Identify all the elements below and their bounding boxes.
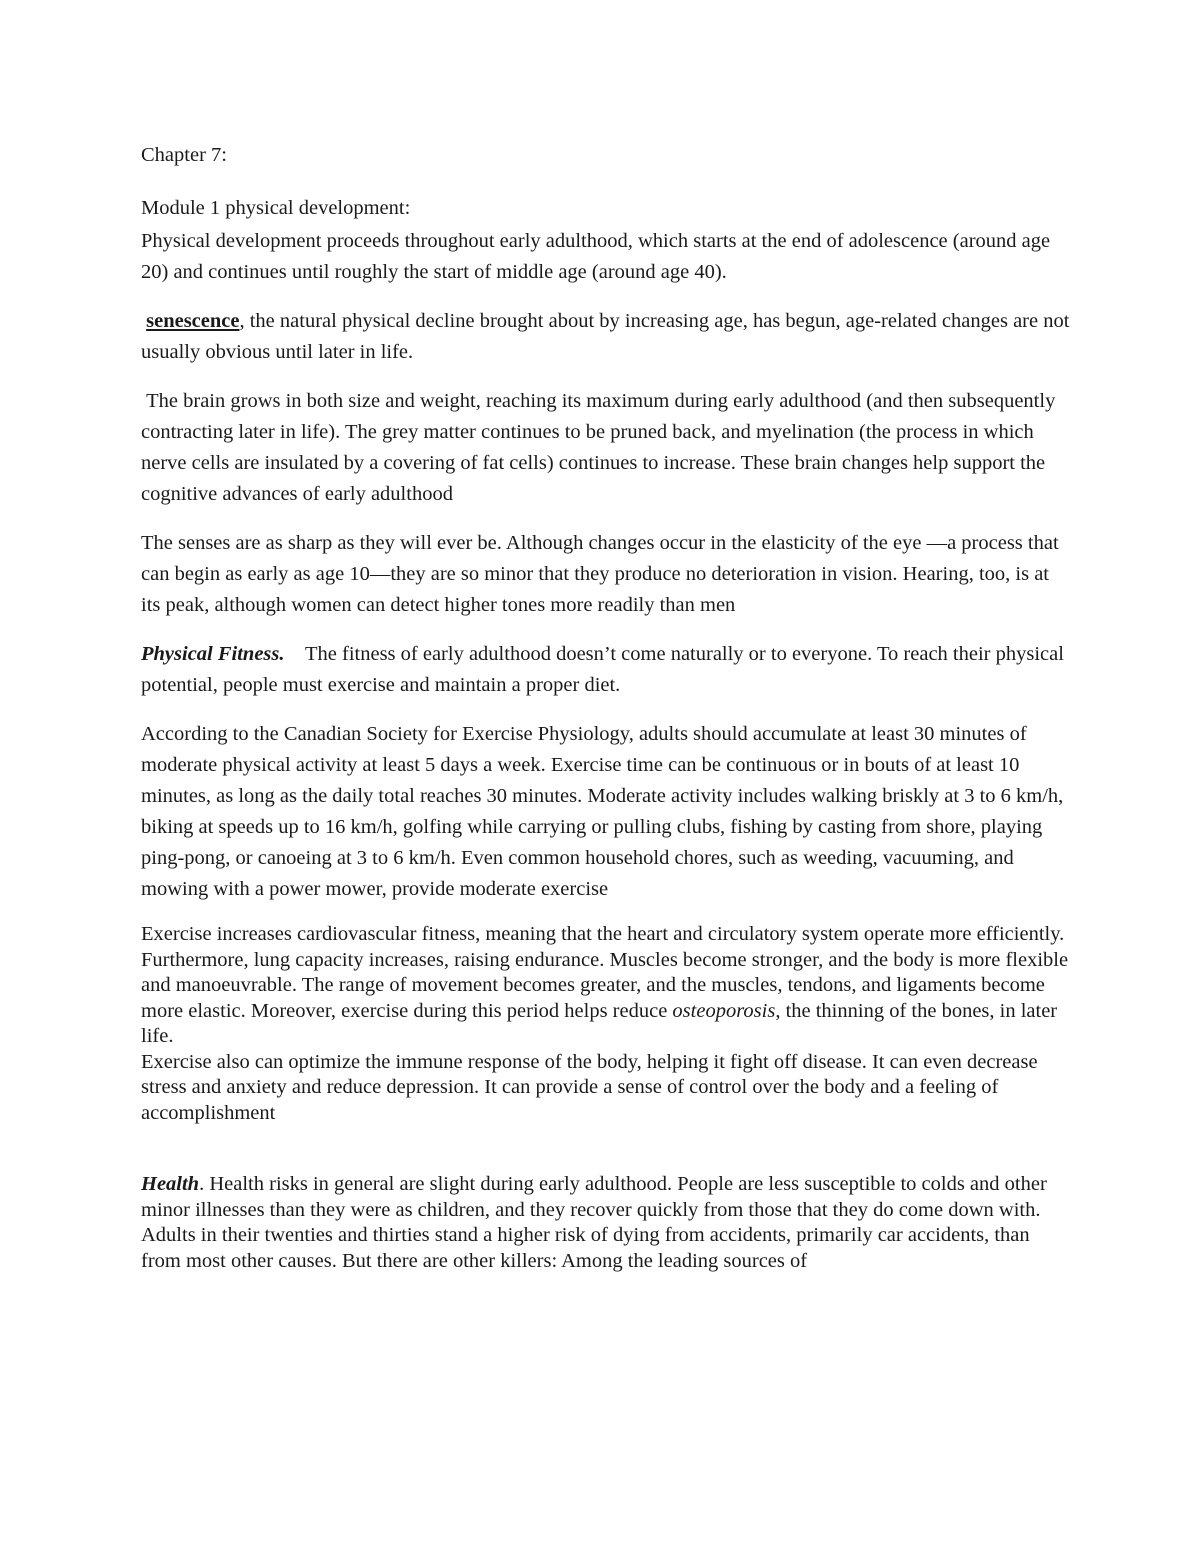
health-text: . Health risks in general are slight during early adulthood. People are less susceptible to colds and other minor illnesses than they were as children, and they recover quickly from those that they do come down with. xyxy=(141,1173,1047,1221)
exercise-paragraph xyxy=(141,922,1071,1050)
senescence-term: senescence xyxy=(146,310,240,332)
fitness-text: The fitness of early adulthood doesn’t come naturally or to everyone. To reach their physical potential, people must exercise and maintain a proper diet. xyxy=(141,643,1064,696)
exercise-text: Exercise increases cardiovascular fitness, meaning that the heart and circulatory system operate more efficiently. Furthermore, lung capacity increases, raising endurance. Muscles become stronger, and the body is more flexible and manoeuvrable. The range of movement becomes greater, and the muscles, tendons, and ligaments become more elastic. Moreover, exercise during this period helps reduce xyxy=(141,923,1069,1022)
senescence-text: , the natural physical decline brought about by increasing age, has begun, age-related changes are not usually obvious until later in life. xyxy=(141,310,1070,363)
guidelines-paragraph: According to the Canadian Society for Exercise Physiology, adults should accumulate at least 30 minutes of moderate physical activity at least 5 days a week. Exercise time can be continuous or in bouts of at least 10 minutes, as long as the daily total reaches 30 minutes. Moderate activity includes walking briskly at 3 to 6 km/h, biking at speeds up to 16 km/h, golfing while carrying or pulling clubs, fishing by casting from shore, playing ping-pong, or canoeing at 3 to 6 km/h. Even common household chores, such as weeding, vacuuming, and mowing with a power mower, provide moderate exercise xyxy=(141,723,1064,900)
senescence-paragraph xyxy=(141,306,1071,368)
health-heading: Health xyxy=(141,1173,200,1195)
intro-paragraph: Physical development proceeds throughout early adulthood, which starts at the end of adolescence (around age 20) and continues until roughly the start of middle age (around age 40). xyxy=(141,230,1051,283)
document-body xyxy=(141,140,1071,1274)
brain-paragraph xyxy=(141,386,1071,510)
chapter-title: Chapter 7: xyxy=(141,144,227,166)
accidents-paragraph: Adults in their twenties and thirties stand a higher risk of dying from accidents, primarily car accidents, than from most other causes. But there are other killers: Among the leading sources of xyxy=(141,1224,1030,1272)
exercise-text-end: , the thinning of the bones, in later life. xyxy=(141,999,1058,1047)
brain-text: The brain grows in both size and weight, reaching its maximum during early adulthood (and then subsequently contracting later in life). The grey matter continues to be pruned back, and myelination (the process in which nerve cells are insulated by a covering of fat cells) continues to increase. These brain changes help support the cognitive advances of early adulthood xyxy=(141,390,1056,505)
health-paragraph xyxy=(141,1172,1071,1223)
fitness-heading: Physical Fitness. xyxy=(141,643,285,665)
module-title: Module 1 physical development: xyxy=(141,197,411,219)
exercise-benefits-paragraph: Exercise also can optimize the immune response of the body, helping it fight off disease. It can even decrease stress and anxiety and reduce depression. It can provide a sense of control over the body and a feeling of accomplishment xyxy=(141,1050,1038,1124)
senses-paragraph: The senses are as sharp as they will ever be. Although changes occur in the elasticity of the eye —a process that can begin as early as age 10—they are so minor that they produce no deterioration in vision. Hearing, too, is at its peak, although women can detect higher tones more readily than men xyxy=(141,532,1059,616)
osteoporosis-term: osteoporosis xyxy=(672,999,776,1022)
fitness-paragraph xyxy=(141,639,1071,701)
